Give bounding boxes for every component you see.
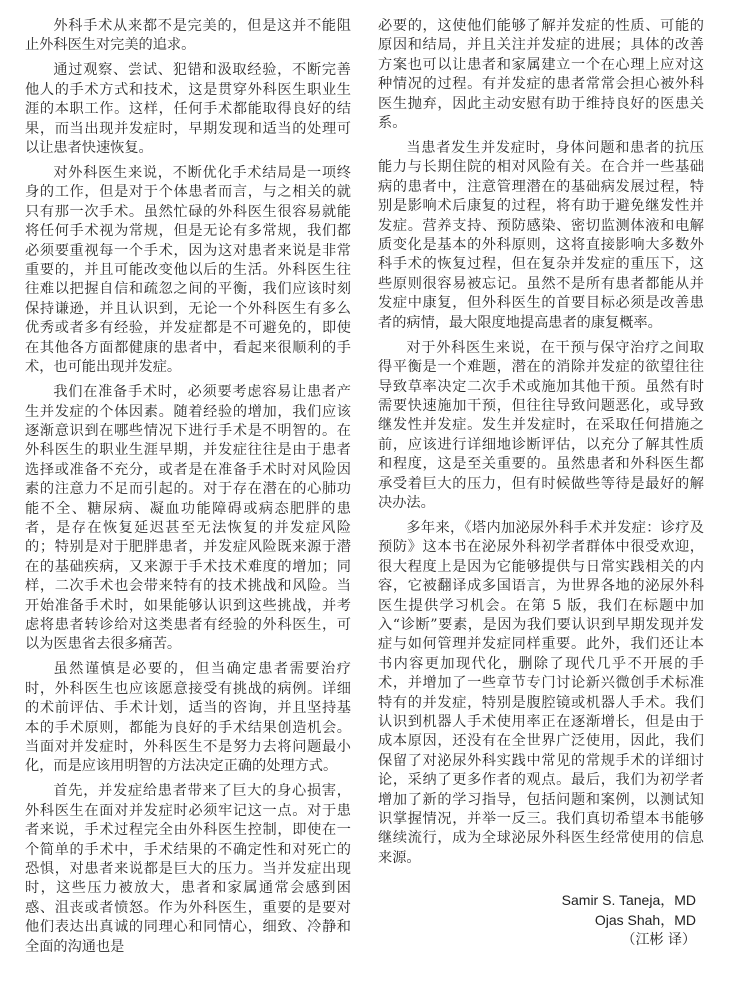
paragraph-continuation: 必要的，这使他们能够了解并发症的性质、可能的原因和结局，并且关注并发症的进展；具体的改善方案也可以让患者和家属建立一个在心理上应对这种情况的过程。有并发症的患者常常会担心被外科医生抛弃，因此主动安慰有助于维持良好的医患关系。	[378, 18, 704, 132]
paragraph: 通过观察、尝试、犯错和汲取经验，不断完善他人的手术方式和技术，这是贯穿外科医生职业生涯的本职工作。这样，任何手术都能取得良好的结果，而当出现并发症时，早期发现和适当的处理可以让患者快速恢复。	[25, 62, 351, 157]
paragraph: 多年来，《塔内加泌尿外科手术并发症：诊疗及预防》这本书在泌尿外科初学者群体中很受欢迎，很大程度上是因为它能够提供与日常实践相关的内容，它被翻译成多国语言，为世界各地的泌尿外科医生提供学习机会。在第 5 版，我们在标题中加入“诊断”要素，是因为我们要认识到早期发现并发症与如何管理并发症同样重要。此外，我们还让本书内容更加现代化，删除了现代几乎不开展的手术，并增加了一些章节专门讨论新兴微创手术标准特有的并发症，特别是腹腔镜或机器人手术。我们认识到机器人手术使用率正在逐渐增长，但是由于成本原因，还没有在全世界广泛使用，因此，我们保留了对泌尿外科实践中常见的常规手术的详细讨论，采纳了更多作者的观点。最后，我们为初学者增加了新的学习指导，包括问题和案例，以测试知识掌握情况，并举一反三。我们真切希望本书能够继续流行，成为全球泌尿外科医生经常使用的信息来源。	[378, 519, 704, 866]
paragraph: 当患者发生并发症时，身体问题和患者的抗压能力与长期住院的相对风险有关。在合并一些基础病的患者中，注意管理潜在的基础病发展过程，特别是影响术后康复的过程，将有助于避免继发性并发症。营养支持、预防感染、密切监测体液和电解质变化是基本的外科原则，这将直接影响大多数外科手术的恢复过程，但在复杂并发症的重压下，这些原则很容易被忘记。虽然不是所有患者都能从并发症中康复，但外科医生的首要目标必须是改善患者的病情，最大限度地提高患者的康复概率。	[378, 140, 704, 331]
paragraph: 我们在准备手术时，必须要考虑容易让患者产生并发症的个体因素。随着经验的增加，我们应该逐渐意识到在哪些情况下进行手术是不明智的。在外科医生的职业生涯早期，并发症往往是由于患者选择或准备不充分，或者是在准备手术时对风险因素的注意力不足而引起的。对于存在潜在的心肺功能不全、糖尿病、凝血功能障碍或病态肥胖的患者，是存在恢复延迟甚至无法恢复的并发症风险的；特别是对于肥胖患者，并发症风险既来源于潜在的基础疾病，又来源于手术技术难度的增加；同样，二次手术也会带来特有的技术挑战和风险。当开始准备手术时，如果能够认识到这些挑战，并考虑将患者转诊给对这类患者有经验的外科医生，可以为医患省去很多痛苦。	[25, 384, 351, 653]
left-column	[25, 17, 351, 963]
translator-credit: （江彬 译）	[621, 932, 696, 949]
paragraph: 首先，并发症给患者带来了巨大的身心损害，外科医生在面对并发症时必须牢记这一点。对于患者来说，手术过程完全由外科医生控制，即使在一个简单的手术中，手术结果的不确定性和对死亡的恐惧，对患者来说都是巨大的压力。当并发症出现时，这些压力被放大，患者和家属通常会感到困惑、沮丧或者愤怒。作为外科医生，重要的是要对他们表达出真诚的同理心和同情心，细致、冷静和全面的沟通也是	[25, 783, 351, 955]
paragraph: 虽然谨慎是必要的，但当确定患者需要治疗时，外科医生也应该愿意接受有挑战的病例。详细的术前评估、手术计划，适当的咨询，并且坚持基本的手术原则，都能为良好的手术结果创造机会。当面对并发症时，外科医生不是努力去将问题最小化，而是应该用明智的方法决定正确的处理方式。	[25, 661, 351, 775]
paragraph: 对外科医生来说，不断优化手术结局是一项终身的工作，但是对于个体患者而言，与之相关的就只有那一次手术。虽然忙碌的外科医生很容易就能将任何手术视为常规，但是无论有多常规，我们都必须要重视每一个手术，因为这对患者来说是非常重要的，并且可能改变他以后的生活。外科医生往往难以把握自信和疏忽之间的平衡，我们应该时刻保持谦逊，并且认识到，无论一个外科医生有多么优秀或者多有经验，并发症都是不可避免的，即使在其他各方面都健康的患者中，看起来很顺利的手术，也可能出现并发症。	[25, 165, 351, 376]
paragraph: 外科手术从来都不是完美的，但是这并不能阻止外科医生对完美的追求。	[25, 18, 351, 54]
paragraph: 对于外科医生来说，在干预与保守治疗之间取得平衡是一个难题，潜在的消除并发症的欲望往往导致草率决定二次手术或施加其他干预。虽然有时需要快速施加干预，但往往导致问题恶化，或导致继发性并发症。发生并发症时，在采取任何措施之前，应该进行详细地诊断评估，以充分了解其性质和程度，这是至关重要的。虽然患者和外科医生都承受着巨大的压力，但有时候做些等待是最好的解决办法。	[378, 339, 704, 511]
signature-block	[378, 890, 704, 950]
right-column	[378, 17, 704, 950]
author-signature-2: Ojas Shah，MD	[594, 912, 696, 929]
author-signature-1: Samir S. Taneja，MD	[561, 892, 696, 909]
